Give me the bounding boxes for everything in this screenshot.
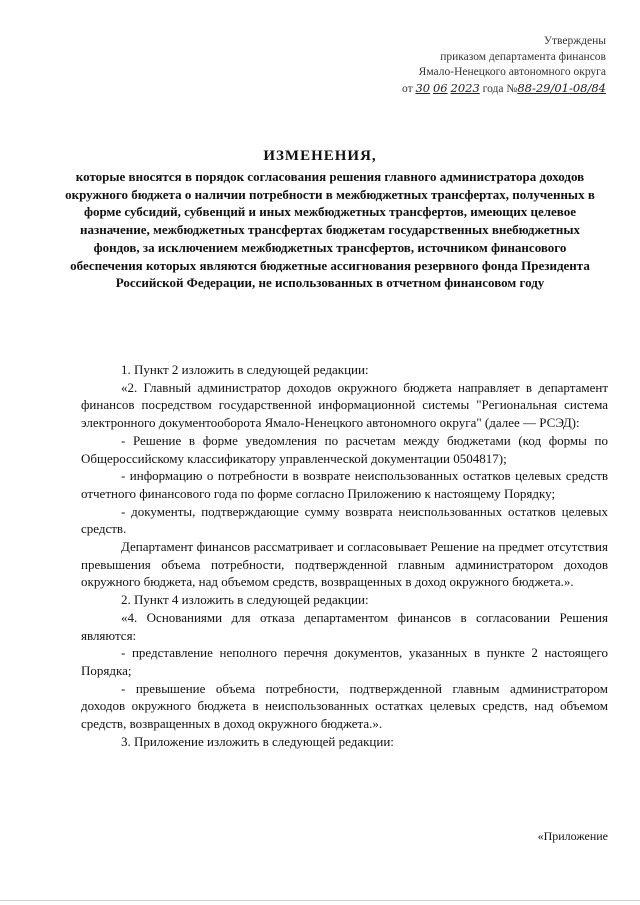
paragraph-6: Департамент финансов рассматривает и согласовывает Решение на предмет отсутствия превышения объема потребности, подтвержденной главным администратором доходов окружного бюджета, над объемом средств, возвращенных в доход окружного бюджета.».	[81, 539, 608, 590]
approval-stamp	[346, 34, 606, 97]
approval-line-3: Ямало-Ненецкого автономного округа	[418, 66, 606, 78]
document-title: ИЗМЕНЕНИЯ,	[263, 148, 377, 164]
paragraph-4: - информацию о потребности в возврате неиспользованных остатков целевых средств отчетного финансового года по форме согласно Приложению к настоящему Порядку;	[81, 468, 608, 501]
paragraph-1: 1. Пункт 2 изложить в следующей редакции:	[121, 362, 369, 377]
paragraph-7: 2. Пункт 4 изложить в следующей редакции:	[121, 592, 369, 608]
paragraph-8: «4. Основаниями для отказа департаментом финансов в согласовании Решения являются:	[81, 609, 608, 643]
approval-year-suffix: года №	[482, 82, 518, 95]
approval-number: 88-29/01-08/84	[517, 80, 606, 95]
appendix-heading: «Приложение	[537, 829, 608, 843]
document-subtitle: которые вносятся в порядок согласования решения главного администратора доходов окружного бюджета о наличии потребности в межбюджетных трансфертах, полученных в форме субсидий, субвенций и иных межбюджетных трансфертов, имеющих целевое назначение, межбюджетных трансфертах бюджетам государственных внебюджетных фондов, за исключением межбюджетных трансфертов, источником финансового обеспечения которых являются бюджетные ассигнования резервного фонда Президента Российской Федерации, не использованных в отчетном финансовом году	[65, 169, 595, 291]
paragraph-11: 3. Приложение изложить в следующей редакции:	[121, 733, 394, 749]
paragraph-3: - Решение в форме уведомления по расчетам между бюджетами (код формы по Общероссийскому классификатору управленческой документации 0504817);	[81, 432, 608, 466]
approval-month: 06	[432, 80, 448, 95]
page-edge-divider	[0, 900, 640, 901]
approval-year: 2023	[450, 80, 480, 95]
approval-from: от	[401, 82, 413, 95]
paragraph-10: - превышение объема потребности, подтвержденной главным администратором доходов окружного бюджета в неиспользованных остатках целевых средств, над объемом средств, возвращенных в доход окружного бюджета.».	[81, 680, 608, 732]
document-body	[81, 361, 608, 750]
approval-day: 30	[415, 80, 431, 95]
paragraph-9: - представление неполного перечня документов, указанных в пункте 2 настоящего Порядка;	[81, 645, 608, 678]
approval-line-2: приказом департамента финансов	[440, 50, 606, 63]
paragraph-5: - документы, подтверждающие сумму возврата неиспользованных остатков целевых средств.	[81, 503, 608, 537]
approval-line-1: Утверждены	[543, 35, 606, 47]
approval-date-line	[346, 81, 606, 98]
paragraph-2: «2. Главный администратор доходов окружного бюджета направляет в департамент финансов посредством государственной информационной системы "Региональная система электронного документооборота Ямало-Ненецкого автономного округа" (далее — РСЭД):	[81, 379, 608, 431]
